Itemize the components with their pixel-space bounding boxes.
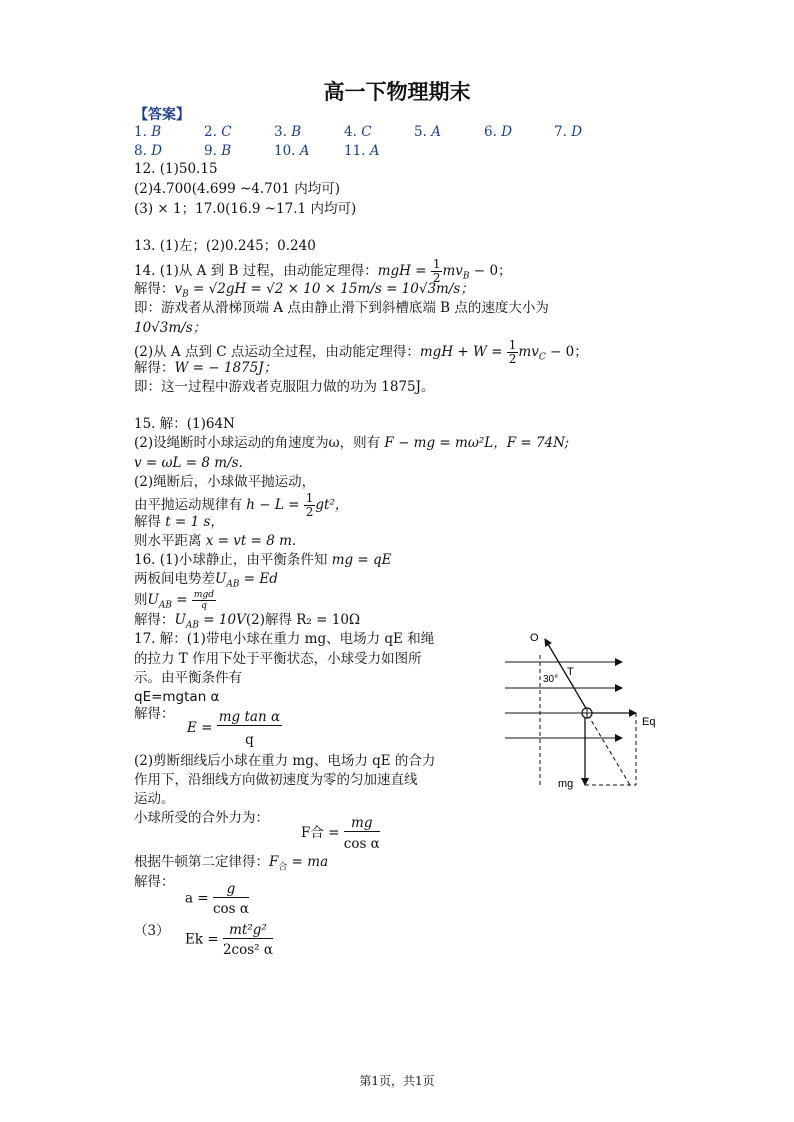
choice-item: 3. B [274,124,302,140]
string-extension [588,715,630,785]
q15-line-3: v = ωL = 8 m/s. [134,455,243,471]
choice-item: 4. C [344,124,372,140]
q17-line-6: (2)剪断细线后小球在重力 mg、电场力 qE 的合力 [134,753,436,769]
q16-line-4: 解得：$U_{AB} = 10V(2)$解得 R₂ = 10Ω [134,612,361,631]
equation-a: a = $\frac{g}{\text{cos α}}$ [185,881,249,917]
q17-line-4: qE=mgtan α [134,689,220,705]
q14-line-7: 即：这一过程中游戏者克服阻力做的功为 1875J。 [134,379,435,395]
q14-line-5: (2)从 A 点到 C 点运动全过程，由动能定理得：mgH + W = $\frac{1}{2}$ $mv_C - 0$； [134,338,588,366]
label-eq: Eq [642,716,656,728]
q15-line-4: (2)绳断后，小球做平抛运动， [134,474,316,490]
q15-line-1: 15. 解：(1)64N [134,416,235,432]
q12-line-3: (3) × 1；17.0(16.9 ~17.1 内均可) [134,201,357,217]
choice-item: 8. D [134,143,163,159]
equation-f-net: F合 = $\frac{mg}{\text{cos α}}$ [301,815,380,852]
choice-item: 10. A [274,143,310,159]
page-footer: 第1页，共1页 [359,1074,435,1088]
q15-line-2: (2)设绳断时小球运动的角速度为ω，则有 F − mg = mω²L，F = 74N; [134,435,570,451]
q17-line-12: （3） [134,923,170,939]
q17-line-8: 运动。 [134,791,175,807]
q16-line-3: 则$U_{AB}$ = $\frac{\text{mgd}}{q}$ [134,590,214,611]
q15-line-6: 解得 t = 1 s， [134,514,224,530]
answer-label: 【答案】 [134,107,190,123]
equation-ek: Ek = $\frac{\text{mt²g²}}{\text{2cos² α}}$ [185,922,273,958]
choice-item: 6. D [484,124,513,140]
q12-line-2: (2)4.700(4.699 ~4.701 内均可) [134,181,340,197]
q17-line-10: 根据牛顿第二定律得：$F_合$ = ma [134,854,329,873]
label-angle: 30° [543,674,559,685]
q17-line-2: 的拉力 T 作用下处于平衡状态，小球受力如图所 [134,651,422,667]
q14-line-6: 解得：W = − 1875J； [134,360,278,376]
choice-item: 9. B [204,143,232,159]
choice-item: 7. D [554,124,583,140]
q14-line-1: 14. (1)从 A 到 B 过程，由动能定理得：mgH = $\frac{1}{2}$ $mv_B - 0$； [134,257,512,285]
q17-line-7: 作用下，沿细线方向做初速度为零的匀加速直线 [134,772,418,788]
q17-line-5: 解得： [134,706,175,722]
force-diagram [500,625,680,795]
choice-item: 2. C [204,124,232,140]
q16-line-1: 16. (1)小球静止，由平衡条件知 mg = qE [134,552,392,568]
label-o: O [530,632,539,644]
q17-line-1: 17. 解：(1)带电小球在重力 mg、电场力 qE 和绳 [134,631,435,647]
page-title: 高一下物理期末 [323,80,471,104]
q16-line-2: 两板间电势差$U_{AB} = Ed$ [134,571,278,590]
q17-line-11: 解得： [134,874,175,890]
choice-item: 5. A [414,124,441,140]
q14-line-2: 解得：$v_B = √2gH = √2 \times 10 \times 15m/s = 10√3m/s$； [134,281,474,300]
q17-line-9: 小球所受的合外力为： [134,810,269,826]
q14-line-3: 即：游戏者从滑梯顶端 A 点由静止滑下到斜槽底端 B 点的速度大小为 [134,300,549,316]
label-mg: mg [558,778,574,790]
q14-line-4: 10√3m/s； [134,320,207,336]
label-t: T [567,666,574,678]
q17-line-3: 示。由平衡条件有 [134,670,242,686]
q13-line-1: 13. (1)左；(2)0.245；0.240 [134,238,316,254]
equation-e: E = $\frac{\text{mg tan α}}{q}$ [187,709,281,748]
q12-line-1: 12. (1)50.15 [134,161,218,177]
q15-line-5: 由平抛运动规律有 h − L = $\frac{1}{2}$ gt²， [134,491,349,519]
q15-line-7: 则水平距离 x = vt = 8 m. [134,533,297,549]
choice-item: 1. B [134,124,162,140]
choice-item: 11. A [344,143,380,159]
